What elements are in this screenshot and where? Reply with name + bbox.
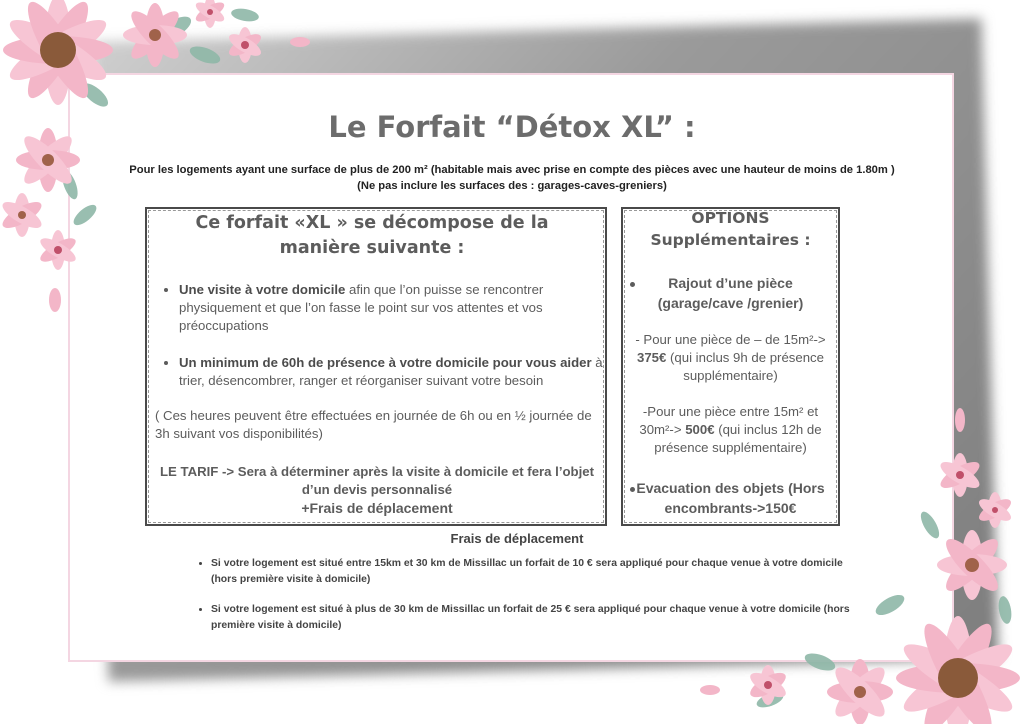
option-1-small-room-detail: (qui inclus 9h de présence supplémentaire) [666,350,824,383]
forfait-details-heading: Ce forfait «XL » se décompose de la manière suivante : [195,213,549,258]
option-1-medium-room-detail: (qui inclus 12h de présence supplémentaire) [654,422,822,455]
option-1-heading: Rajout d’une pièce (garage/cave /grenier) [657,275,804,311]
list-item: • Si votre logement est situé entre 15km et 30 km de Missillac un forfait de 10 € sera appliqué pour chaque venue à votre domicile (hors première visite à domicile) [211,556,851,588]
subtitle-line-1: Pour les logements ayant une surface de plus de 200 m² (habitable mais avec prise en compte des pièces avec une hauteur de moins de 1.80m ) [129,164,895,176]
list-item: • Si votre logement est situé à plus de 30 km de Missillac un forfait de 25 € sera appliqué pour chaque venue à votre domicile (hors première visite à domicile) [211,602,851,634]
forfait-details-box [145,207,607,526]
tarif-block [157,463,597,517]
option-1-small-room-label: - Pour une pièce de – de 15m²-> [635,332,826,347]
subtitle-line-2: (Ne pas inclure les surfaces des : garages-caves-greniers) [357,180,667,192]
item-1-text: afin que l’on puisse se rencontrer physiquement et que l’on fasse le point sur vos attentes et vos préoccupations [179,282,544,333]
item-2-text: à trier, désencombrer, ranger et réorganiser suivant votre besoin [179,355,603,388]
frais-list-2 [195,602,851,634]
options-heading [623,207,838,251]
option-1-small-room-price: 375€ [637,350,667,365]
page-title: Le Forfait “Détox XL” : [328,110,696,144]
tarif-extra: +Frais de déplacement [301,500,453,516]
forfait-items-list-2 [159,354,619,390]
option-1-medium-room-price: 500€ [685,422,715,437]
option-2-heading: Evacuation des objets (Hors encombrants->150€ [636,480,825,516]
list-item [179,354,619,390]
tarif-line: LE TARIF -> Sera à déterminer après la visite à domicile et fera l’objet d’un devis personnalisé [160,464,594,497]
item-1-bold: Une visite à votre domicile [179,282,346,297]
option-1-medium-room-label: -Pour une pièce entre 15m² et 30m²-> [639,404,819,437]
forfait-items-list [159,281,619,335]
options-heading-line-1: OPTIONS [691,209,770,227]
options-heading-line-2: Supplémentaires : [650,231,811,249]
frais-title: Frais de déplacement [450,531,584,546]
frais-list-1 [195,556,851,588]
item-2-bold: Un minimum de 60h de présence à votre domicile pour vous aider [179,355,592,370]
list-item [179,281,619,335]
hours-note: ( Ces heures peuvent être effectuées en journée de 6h ou en ½ journée de 3h suivant vos disponibilités) [155,408,592,441]
option-1-small-room [627,331,834,385]
option-1-medium-room [627,403,834,457]
options-box [621,207,840,526]
subtitle [60,162,964,194]
